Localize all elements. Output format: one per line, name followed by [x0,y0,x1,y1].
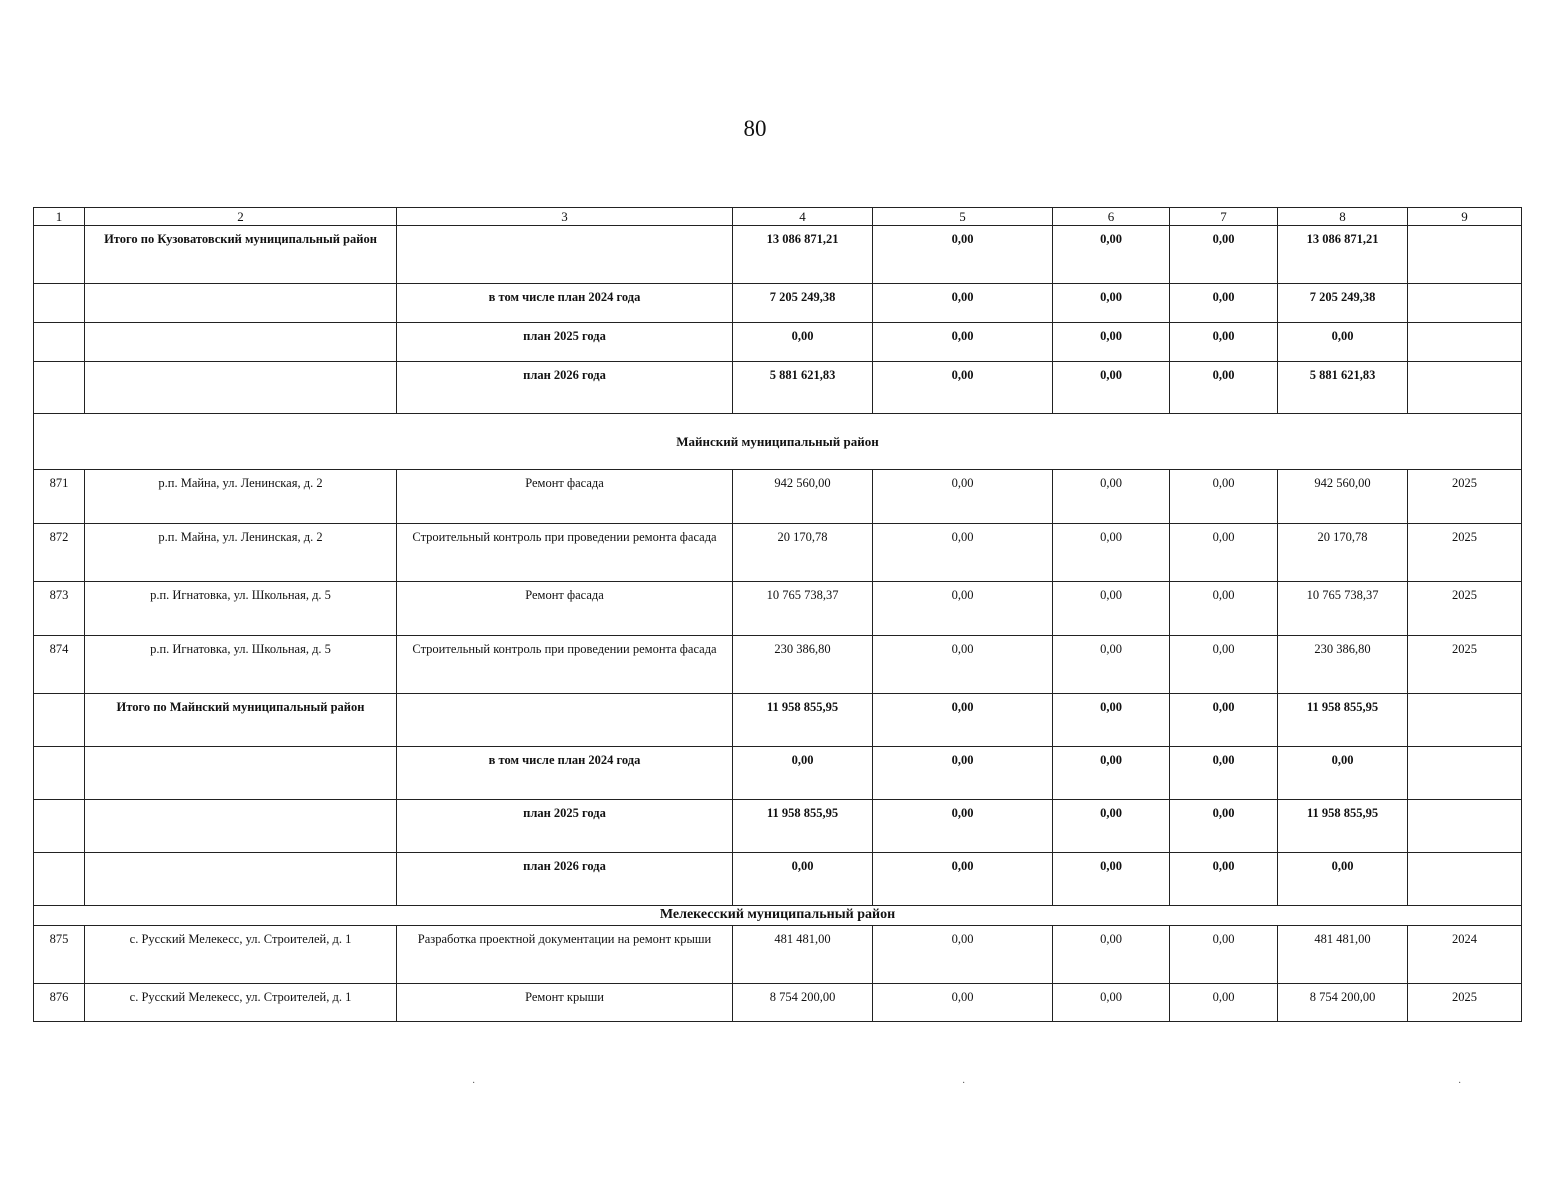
plan-value: 7 205 249,38 [733,284,873,323]
year-cell: 2025 [1408,636,1522,694]
year-cell: 2025 [1408,582,1522,636]
plan-value: 0,00 [873,800,1053,853]
scan-speck: · [962,1078,966,1089]
total-value: 11 958 855,95 [733,694,873,747]
plan-value: 0,00 [1170,747,1278,800]
row-number: 874 [34,636,85,694]
table-row [34,636,1522,694]
plan-value: 7 205 249,38 [1278,284,1408,323]
plan-label: план 2025 года [397,800,733,853]
plan-value: 0,00 [873,323,1053,362]
plan-value: 0,00 [1053,800,1170,853]
col-num-9: 9 [1408,208,1522,226]
total-value: 0,00 [1053,694,1170,747]
amount-cell: 0,00 [1053,470,1170,524]
table-row [34,582,1522,636]
work-type-cell: Строительный контроль при проведении ремонта фасада [397,636,733,694]
amount-cell: 230 386,80 [1278,636,1408,694]
amount-cell: 0,00 [1170,582,1278,636]
plan-value: 0,00 [1170,800,1278,853]
total-value: 13 086 871,21 [1278,226,1408,284]
work-type-cell: Ремонт фасада [397,470,733,524]
amount-cell: 10 765 738,37 [1278,582,1408,636]
column-number-row [34,208,1522,226]
amount-cell: 0,00 [1053,636,1170,694]
plan-value: 0,00 [1278,853,1408,906]
amount-cell: 0,00 [1170,926,1278,984]
plan-value: 5 881 621,83 [733,362,873,414]
plan-value: 11 958 855,95 [733,800,873,853]
total-value: 0,00 [873,226,1053,284]
plan-value: 0,00 [1170,853,1278,906]
plan-value: 0,00 [733,747,873,800]
register-table [33,207,1522,1022]
page-number: 80 [743,116,767,141]
plan-value: 0,00 [1170,323,1278,362]
plan-label: план 2025 года [397,323,733,362]
plan-value: 0,00 [1053,362,1170,414]
work-type-cell: Строительный контроль при проведении ремонта фасада [397,524,733,582]
year-cell: 2025 [1408,984,1522,1022]
amount-cell: 0,00 [873,984,1053,1022]
address-cell: с. Русский Мелекесс, ул. Строителей, д. 1 [85,984,397,1022]
work-type-cell: Разработка проектной документации на ремонт крыши [397,926,733,984]
table-row [34,470,1522,524]
year-cell: 2025 [1408,470,1522,524]
total-value: 13 086 871,21 [733,226,873,284]
work-type-cell: Ремонт крыши [397,984,733,1022]
plan-value: 0,00 [1278,747,1408,800]
row-number: 872 [34,524,85,582]
amount-cell: 0,00 [873,926,1053,984]
amount-cell: 0,00 [1053,524,1170,582]
scan-speck: · [1458,1078,1462,1089]
col-num-7: 7 [1170,208,1278,226]
plan-value: 0,00 [873,747,1053,800]
col-num-3: 3 [397,208,733,226]
amount-cell: 20 170,78 [733,524,873,582]
row-number: 873 [34,582,85,636]
plan-value: 0,00 [1170,362,1278,414]
plan-value: 0,00 [1053,323,1170,362]
plan-label: в том числе план 2024 года [397,747,733,800]
amount-cell: 942 560,00 [733,470,873,524]
col-num-6: 6 [1053,208,1170,226]
plan-value: 0,00 [1053,853,1170,906]
plan-value: 0,00 [733,323,873,362]
plan-row [34,323,1522,362]
address-cell: р.п. Игнатовка, ул. Школьная, д. 5 [85,582,397,636]
amount-cell: 0,00 [1053,582,1170,636]
row-number: 871 [34,470,85,524]
plan-value: 0,00 [733,853,873,906]
address-cell: р.п. Майна, ул. Ленинская, д. 2 [85,524,397,582]
amount-cell: 481 481,00 [733,926,873,984]
section-title: Майнский муниципальный район [34,414,1522,470]
amount-cell: 0,00 [873,582,1053,636]
amount-cell: 0,00 [873,470,1053,524]
col-num-2: 2 [85,208,397,226]
plan-value: 0,00 [1053,284,1170,323]
plan-label: в том числе план 2024 года [397,284,733,323]
amount-cell: 0,00 [873,636,1053,694]
address-cell: р.п. Майна, ул. Ленинская, д. 2 [85,470,397,524]
total-value: 11 958 855,95 [1278,694,1408,747]
table-row [34,926,1522,984]
row-number: 875 [34,926,85,984]
plan-label: план 2026 года [397,853,733,906]
total-value: 0,00 [1053,226,1170,284]
total-label: Итого по Кузоватовский муниципальный район [85,226,397,284]
amount-cell: 8 754 200,00 [733,984,873,1022]
amount-cell: 942 560,00 [1278,470,1408,524]
amount-cell: 481 481,00 [1278,926,1408,984]
table-row [34,984,1522,1022]
total-value: 0,00 [1170,694,1278,747]
plan-row [34,800,1522,853]
row-number: 876 [34,984,85,1022]
amount-cell: 0,00 [1170,636,1278,694]
plan-value: 11 958 855,95 [1278,800,1408,853]
amount-cell: 8 754 200,00 [1278,984,1408,1022]
amount-cell: 10 765 738,37 [733,582,873,636]
year-cell: 2025 [1408,524,1522,582]
amount-cell: 0,00 [1053,984,1170,1022]
plan-row [34,747,1522,800]
plan-value: 0,00 [1053,747,1170,800]
amount-cell: 0,00 [1170,984,1278,1022]
plan-row [34,362,1522,414]
year-cell: 2024 [1408,926,1522,984]
amount-cell: 0,00 [1170,524,1278,582]
plan-row [34,284,1522,323]
amount-cell: 230 386,80 [733,636,873,694]
col-num-4: 4 [733,208,873,226]
plan-label: план 2026 года [397,362,733,414]
section-title: Мелекесский муниципальный район [34,906,1522,926]
col-num-5: 5 [873,208,1053,226]
plan-value: 0,00 [873,853,1053,906]
address-cell: р.п. Игнатовка, ул. Школьная, д. 5 [85,636,397,694]
section-header-row [34,906,1522,926]
plan-value: 0,00 [873,362,1053,414]
table-row [34,524,1522,582]
total-row [34,694,1522,747]
col-num-8: 8 [1278,208,1408,226]
amount-cell: 20 170,78 [1278,524,1408,582]
amount-cell: 0,00 [873,524,1053,582]
address-cell: с. Русский Мелекесс, ул. Строителей, д. 1 [85,926,397,984]
amount-cell: 0,00 [1170,470,1278,524]
scan-speck: · [472,1078,476,1089]
amount-cell: 0,00 [1053,926,1170,984]
work-type-cell: Ремонт фасада [397,582,733,636]
plan-value: 0,00 [1170,284,1278,323]
col-num-1: 1 [34,208,85,226]
plan-value: 0,00 [873,284,1053,323]
section-header-row [34,414,1522,470]
plan-row [34,853,1522,906]
total-value: 0,00 [1170,226,1278,284]
plan-value: 0,00 [1278,323,1408,362]
total-value: 0,00 [873,694,1053,747]
total-label: Итого по Майнский муниципальный район [85,694,397,747]
plan-value: 5 881 621,83 [1278,362,1408,414]
total-row [34,226,1522,284]
